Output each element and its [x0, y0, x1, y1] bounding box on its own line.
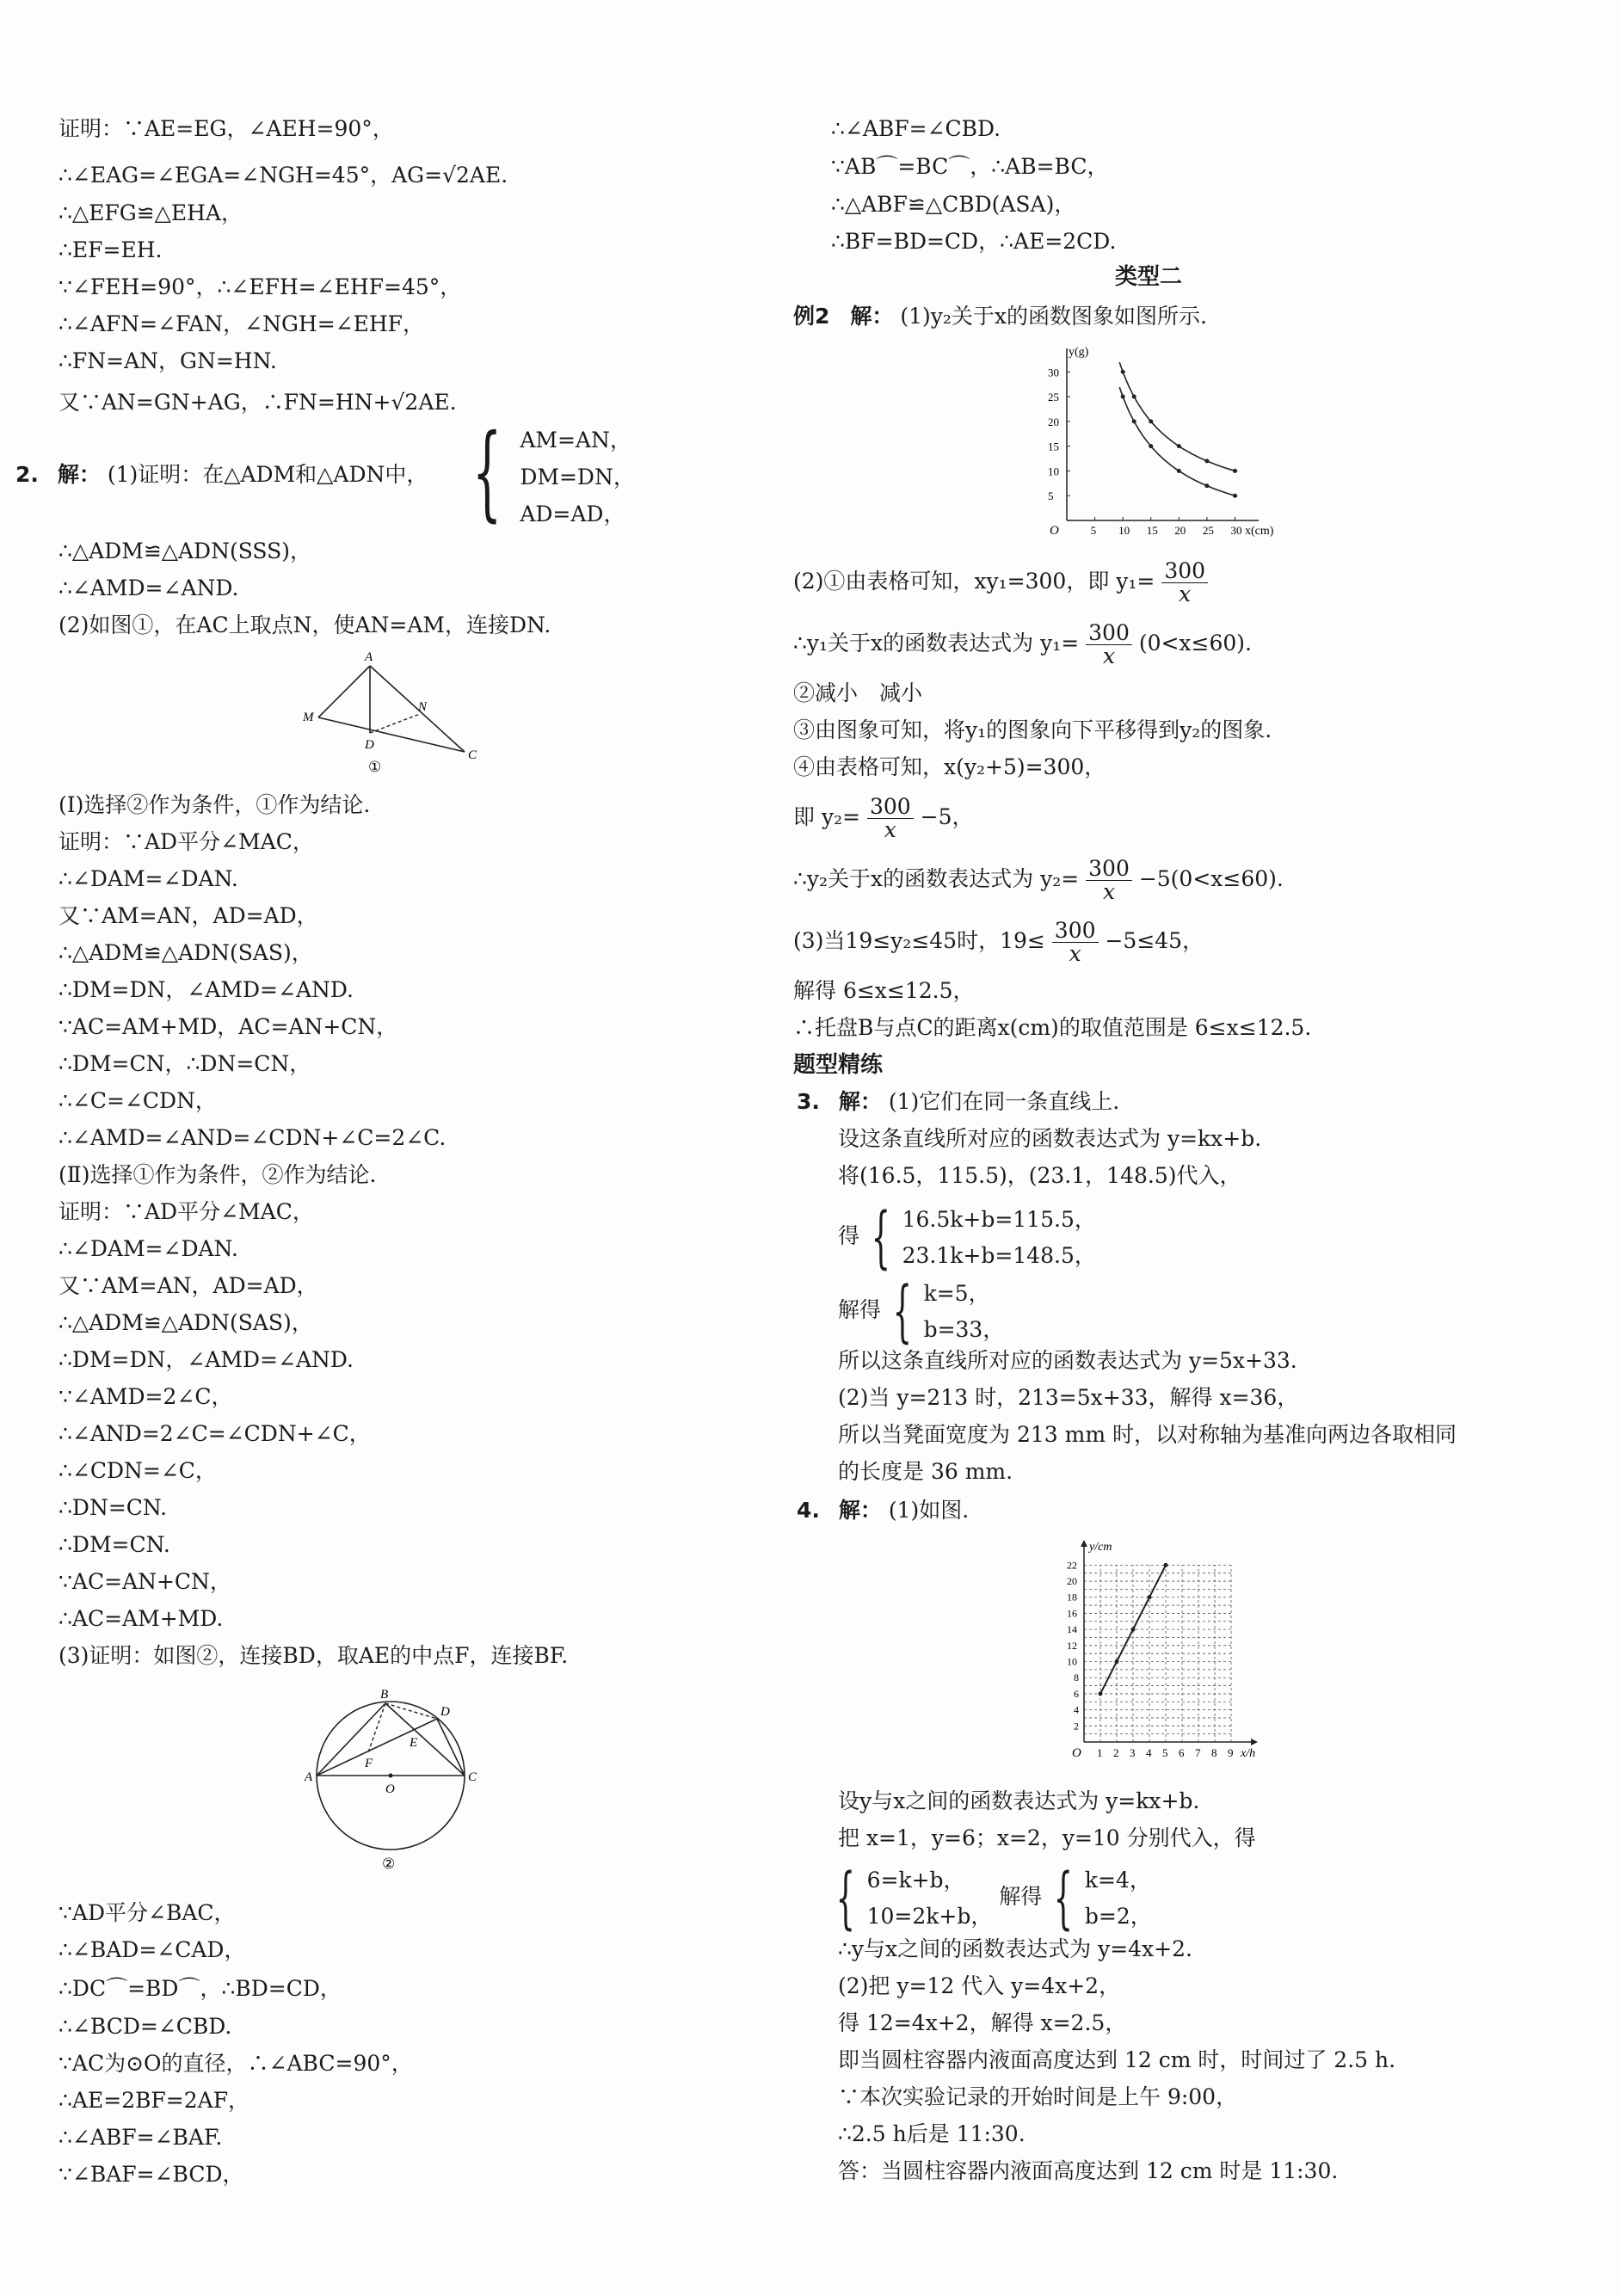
- text-line: ∴EF=EH.: [59, 237, 163, 262]
- denominator: x: [1069, 941, 1081, 966]
- x-tick-label: 2: [1113, 1746, 1119, 1759]
- text-segment: (1)证明：在△ADM和△ADN中，: [107, 462, 428, 487]
- text-line: 设这条直线所对应的函数表达式为 y=kx+b.: [838, 1126, 1262, 1151]
- segment-dc: [437, 1719, 465, 1776]
- text-line: ∵AC=AN+CN，: [59, 1569, 231, 1594]
- text-segment: (3)当19≤y₂≤45时，19≤: [793, 928, 1045, 953]
- text-line: (2)把 y=12 代入 y=4x+2，: [838, 1973, 1121, 1998]
- label-o: O: [385, 1782, 395, 1796]
- text-line: 又∵AM=AN，AD=AD，: [59, 903, 318, 928]
- solution-label: 解：: [838, 1089, 882, 1114]
- text-line: ∴DC⌒=BD⌒，∴BD=CD，: [59, 1976, 342, 2001]
- y-tick-label: 12: [1067, 1639, 1077, 1652]
- text-line: ∵AC为⊙O的直径，∴∠ABC=90°，: [59, 2051, 413, 2076]
- text-line: 证明：∵AD平分∠MAC，: [59, 1199, 314, 1224]
- y-tick-label: 18: [1067, 1591, 1077, 1604]
- y-tick-label: 30: [1048, 366, 1059, 379]
- text-line: ∵∠AMD=2∠C，: [59, 1384, 233, 1409]
- text-line: 又∵AM=AN，AD=AD，: [59, 1273, 318, 1298]
- text-line: ∴△EFG≌△EHA，: [59, 200, 243, 225]
- text-line: 将(16.5，115.5)，(23.1，148.5)代入，: [838, 1163, 1241, 1188]
- text-line: ∴△ADM≌△ADN(SAS)，: [59, 1310, 313, 1335]
- system-line: 23.1k+b=148.5，: [902, 1242, 1096, 1268]
- system-line: b=33，: [923, 1316, 1005, 1342]
- text-line: ∴∠C=∠CDN，: [59, 1088, 217, 1113]
- text-line: 的长度是 36 mm.: [838, 1459, 1013, 1484]
- y-tick-label: 2: [1074, 1720, 1079, 1733]
- data-point: [1149, 419, 1153, 423]
- text-line: ②减小 减小: [793, 680, 923, 705]
- label-b: B: [380, 1688, 389, 1702]
- series-curve-2: [1119, 387, 1237, 496]
- segment-ab: [317, 1703, 385, 1776]
- problem-number: 2.: [15, 462, 39, 487]
- segment-mc: [318, 717, 465, 752]
- text-line: ∴∠BCD=∠CBD.: [59, 2014, 232, 2039]
- fraction: [1161, 560, 1208, 606]
- label-n: N: [418, 700, 428, 714]
- data-point: [1131, 1628, 1136, 1632]
- system-line: AD=AD，: [520, 502, 625, 526]
- x-tick-label: 20: [1174, 524, 1186, 537]
- text-segment: (2)①由表格可知，xy₁=300，即 y₁=: [793, 569, 1155, 594]
- figure-caption: ①: [368, 759, 382, 775]
- text-line: ∴DN=CN.: [59, 1495, 168, 1520]
- text-line: ∴∠ABF=∠CBD.: [831, 116, 1001, 141]
- fraction: [1086, 622, 1132, 668]
- text-line: ∴∠ABF=∠BAF.: [59, 2125, 223, 2150]
- origin-label: O: [1072, 1746, 1081, 1760]
- equation-system: [838, 1198, 1096, 1277]
- data-point: [1149, 444, 1153, 448]
- text-line: ∴∠DAM=∠DAN.: [59, 1236, 238, 1261]
- text-line: ∵AB⌒=BC⌒，∴AB=BC，: [831, 154, 1109, 179]
- text-segment: 解得: [999, 1884, 1043, 1909]
- y-tick-label: 4: [1074, 1703, 1079, 1716]
- figure-2-circle: [301, 1684, 499, 1875]
- y-tick-label: 5: [1048, 489, 1054, 503]
- x-tick-label: 4: [1146, 1746, 1152, 1759]
- origin-label: O: [1050, 524, 1059, 538]
- data-point: [1121, 395, 1125, 399]
- data-point: [1121, 370, 1125, 374]
- text-segment: ∴y₂关于x的函数表达式为 y₂=: [793, 866, 1080, 891]
- system-lines: [1085, 1862, 1152, 1935]
- text-line: ∴∠AMD=∠AND.: [59, 576, 239, 600]
- text-line: ∴BF=BD=CD，∴AE=2CD.: [831, 229, 1117, 254]
- data-point: [1177, 444, 1181, 448]
- text-segment: (0<x≤60).: [1138, 631, 1252, 656]
- y-tick-label: 6: [1074, 1687, 1079, 1700]
- text-line: [793, 915, 1204, 967]
- numerator: 300: [1052, 920, 1099, 943]
- x-tick-label: 8: [1211, 1746, 1217, 1759]
- label-a: A: [305, 1770, 313, 1784]
- data-point: [1204, 483, 1209, 488]
- y-tick-label: 20: [1067, 1575, 1077, 1588]
- equation-systems: [831, 1860, 1152, 1935]
- text-line: ∴AC=AM+MD.: [59, 1606, 224, 1631]
- system-line: k=5，: [923, 1280, 990, 1306]
- inverse-function-chart: [1032, 344, 1273, 542]
- x-tick-label: 6: [1179, 1746, 1185, 1759]
- text-segment: 得: [838, 1223, 860, 1248]
- system-line: 6=k+b，: [866, 1867, 965, 1893]
- segment-bc: [385, 1703, 465, 1776]
- text-segment: ∴y₁关于x的函数表达式为 y₁=: [793, 631, 1080, 656]
- example-label: 例2: [793, 304, 830, 329]
- data-point: [1115, 1659, 1119, 1664]
- data-point: [1177, 469, 1181, 473]
- system-lines: [902, 1202, 1096, 1274]
- text-segment: (1)y₂关于x的函数图象如图所示.: [900, 304, 1207, 329]
- text-segment: (1)它们在同一条直线上.: [888, 1089, 1120, 1114]
- text-line: 把 x=1，y=6；x=2，y=10 分别代入，得: [838, 1825, 1256, 1850]
- text-line: [793, 853, 1284, 905]
- text-line: (Ⅰ)选择②作为条件，①作为结论.: [59, 792, 371, 817]
- y-tick-label: 8: [1074, 1671, 1079, 1684]
- center-point: [389, 1774, 393, 1778]
- x-tick-label: 25: [1202, 524, 1214, 537]
- x-tick-label: 5: [1090, 524, 1097, 537]
- denominator: x: [1102, 643, 1116, 668]
- text-line: ∵∠FEH=90°，∴∠EFH=∠EHF=45°，: [59, 274, 462, 299]
- y-tick-label: 10: [1048, 465, 1059, 478]
- y-tick-label: 15: [1048, 440, 1059, 453]
- system-lines: [867, 1862, 993, 1935]
- equation-system: [838, 1272, 1005, 1351]
- y-tick-label: 22: [1067, 1559, 1077, 1572]
- segment-am: [318, 666, 370, 717]
- text-line: ∵本次实验记录的开始时间是上午 9:00，: [838, 2084, 1238, 2109]
- text-line: 证明：∵AD平分∠MAC，: [59, 829, 314, 854]
- fraction: [1052, 920, 1099, 965]
- text-line: ∴FN=AN，GN=HN.: [59, 348, 277, 373]
- solution-label: 解：: [57, 462, 101, 487]
- text-line: [793, 618, 1252, 669]
- text-line: 证明：∵AE=EG，∠AEH=90°，: [59, 116, 394, 141]
- text-line: ∴DM=CN，∴DN=CN，: [59, 1051, 311, 1076]
- x-tick-label: 3: [1130, 1746, 1136, 1759]
- x-axis-label: x(cm): [1245, 525, 1273, 538]
- series-curve-1: [1119, 362, 1237, 471]
- text-line: 即当圆柱容器内液面高度达到 12 cm 时，时间过了 2.5 h.: [838, 2047, 1396, 2072]
- problem-number: 3.: [797, 1089, 820, 1114]
- label-d: D: [365, 738, 374, 752]
- text-line: [793, 791, 974, 843]
- text-line: (2)如图①，在AC上取点N，使AN=AM，连接DN.: [59, 612, 551, 637]
- chart-ticks: [1048, 366, 1241, 537]
- text-line: ∴△ADM≌△ADN(SSS)，: [59, 539, 311, 563]
- label-a: A: [365, 650, 373, 664]
- chart-grid: [1084, 1565, 1231, 1742]
- y-axis-label: y/cm: [1089, 1541, 1112, 1554]
- text-line: ④由表格可知，x(y₂+5)=300，: [793, 754, 1106, 779]
- chart-series: [1119, 362, 1237, 498]
- data-point: [1233, 469, 1237, 473]
- y-tick-label: 25: [1048, 391, 1059, 404]
- text-line: 解得 6≤x≤12.5，: [793, 978, 975, 1003]
- problem-number: 4.: [797, 1498, 820, 1523]
- equation-system: [461, 413, 635, 532]
- data-point: [1099, 1691, 1103, 1696]
- x-tick-label: 15: [1146, 524, 1158, 537]
- y-tick-label: 14: [1067, 1623, 1077, 1636]
- linear-function-chart: [1058, 1536, 1273, 1776]
- text-line: ∴AE=2BF=2AF，: [59, 2088, 250, 2113]
- text-line: (3)证明：如图②，连接BD，取AE的中点F，连接BF.: [59, 1643, 569, 1668]
- text-segment: (1)如图.: [888, 1498, 970, 1523]
- y-axis-arrow: [1081, 1540, 1087, 1547]
- text-line: ∴∠CDN=∠C，: [59, 1458, 217, 1483]
- figure-caption: ②: [382, 1856, 396, 1872]
- text-segment: 即 y₂=: [793, 804, 861, 829]
- label-e: E: [410, 1736, 418, 1750]
- text-segment: −5(0<x≤60).: [1138, 866, 1284, 891]
- numerator: 300: [1086, 858, 1132, 881]
- text-line: ∴∠AFN=∠FAN，∠NGH=∠EHF，: [59, 311, 425, 336]
- x-tick-label: 30: [1230, 524, 1242, 537]
- label-c: C: [468, 1770, 477, 1784]
- text-line: ∴△ADM≌△ADN(SAS)，: [59, 940, 313, 965]
- x-axis-label: x/h: [1241, 1747, 1256, 1760]
- problem-4-header: [797, 1497, 969, 1524]
- left-brace: {: [892, 1272, 912, 1351]
- left-brace: {: [471, 413, 502, 532]
- left-brace: {: [835, 1859, 855, 1937]
- text-line: ∴∠DAM=∠DAN.: [59, 866, 238, 891]
- x-tick-label: 9: [1228, 1746, 1234, 1759]
- x-tick-label: 1: [1097, 1746, 1103, 1759]
- text-line: ∴托盘B与点C的距离x(cm)的取值范围是 6≤x≤12.5.: [793, 1015, 1312, 1040]
- section-title: 题型精练: [793, 1052, 884, 1078]
- example-2-header: [793, 303, 1207, 330]
- left-brace: {: [871, 1198, 890, 1277]
- text-line: 所以当凳面宽度为 213 mm 时，以对称轴为基准向两边各取相同: [838, 1422, 1457, 1447]
- text-line: ∵AD平分∠BAC，: [59, 1900, 236, 1925]
- text-line: ∴DM=DN，∠AMD=∠AND.: [59, 1347, 354, 1372]
- text-segment: −5，: [920, 804, 974, 829]
- segment-dn: [370, 714, 420, 733]
- data-point: [1233, 494, 1237, 498]
- denominator: x: [884, 817, 896, 842]
- system-lines: [924, 1276, 1005, 1348]
- data-point: [1164, 1563, 1168, 1567]
- text-line: ∴DM=CN.: [59, 1532, 170, 1557]
- text-line: [793, 556, 1208, 607]
- text-line: 所以这条直线所对应的函数表达式为 y=5x+33.: [838, 1348, 1297, 1373]
- text-line: ∵∠BAF=∠BCD，: [59, 2162, 244, 2187]
- y-axis-label: y(g): [1069, 346, 1089, 359]
- text-line: 答：当圆柱容器内液面高度达到 12 cm 时是 11:30.: [838, 2158, 1339, 2183]
- x-tick-label: 5: [1162, 1746, 1168, 1759]
- numerator: 300: [867, 796, 914, 819]
- text-line: 设y与x之间的函数表达式为 y=kx+b.: [838, 1788, 1200, 1813]
- y-tick-label: 20: [1048, 415, 1059, 428]
- label-c: C: [468, 748, 477, 762]
- label-f: F: [365, 1757, 373, 1770]
- numerator: 300: [1086, 622, 1132, 645]
- data-point: [1204, 459, 1209, 463]
- system-line: k=4，: [1084, 1867, 1151, 1893]
- x-tick-label: 10: [1118, 524, 1130, 537]
- solution-label: 解：: [838, 1498, 882, 1523]
- figure-1-triangle: [293, 647, 482, 785]
- system-line: AM=AN，: [520, 428, 631, 452]
- text-line: (Ⅱ)选择①作为条件，②作为结论.: [59, 1162, 377, 1187]
- fraction: [1086, 858, 1132, 903]
- text-line: ∴y与x之间的函数表达式为 y=4x+2.: [838, 1936, 1192, 1961]
- section-title: 类型二: [1115, 264, 1183, 290]
- y-tick-label: 10: [1067, 1655, 1077, 1668]
- system-line: 10=2k+b，: [866, 1903, 993, 1929]
- text-line: ∴∠AND=2∠C=∠CDN+∠C，: [59, 1421, 371, 1446]
- solution-label: 解：: [850, 304, 894, 329]
- data-point: [1132, 395, 1136, 399]
- text-line: ∴DM=DN，∠AMD=∠AND.: [59, 977, 354, 1002]
- text-line: ∵AC=AM+MD，AC=AN+CN，: [59, 1014, 398, 1039]
- numerator: 300: [1161, 560, 1208, 583]
- text-line: ∴2.5 h后是 11:30.: [838, 2121, 1026, 2146]
- text-line: ∴∠BAD=∠CAD，: [59, 1937, 246, 1962]
- text-line: ∴∠AMD=∠AND=∠CDN+∠C=2∠C.: [59, 1125, 447, 1150]
- text-line: 得 12=4x+2，解得 x=2.5，: [838, 2010, 1127, 2035]
- data-point: [1148, 1595, 1152, 1599]
- problem-2-header: [15, 461, 428, 489]
- label-m: M: [303, 711, 314, 724]
- denominator: x: [1179, 582, 1192, 606]
- system-line: b=2，: [1084, 1903, 1152, 1929]
- text-line: (2)当 y=213 时，213=5x+33，解得 x=36，: [838, 1385, 1299, 1410]
- data-point: [1132, 419, 1136, 423]
- system-lines: [520, 422, 635, 532]
- text-line: ∴∠EAG=∠EGA=∠NGH=45°，AG=√2AE.: [59, 163, 508, 188]
- text-segment: −5≤45，: [1105, 928, 1204, 953]
- y-tick-label: 16: [1067, 1607, 1077, 1620]
- label-d: D: [440, 1705, 450, 1719]
- segment-ac: [370, 666, 465, 752]
- system-line: DM=DN，: [520, 465, 635, 489]
- left-brace: {: [1053, 1859, 1074, 1937]
- text-line: 又∵AN=GN+AG，∴FN=HN+√2AE.: [59, 390, 457, 415]
- denominator: x: [1102, 879, 1116, 904]
- text-line: ∴△ABF≌△CBD(ASA)，: [831, 192, 1076, 217]
- text-line: ③由图象可知，将y₁的图象向下平移得到y₂的图象.: [793, 717, 1272, 742]
- problem-3-header: [797, 1088, 1119, 1116]
- x-tick-label: 7: [1195, 1746, 1201, 1759]
- fraction: [867, 796, 914, 841]
- text-segment: 解得: [838, 1297, 882, 1322]
- system-line: 16.5k+b=115.5，: [902, 1206, 1096, 1232]
- x-axis-arrow: [1251, 1739, 1258, 1745]
